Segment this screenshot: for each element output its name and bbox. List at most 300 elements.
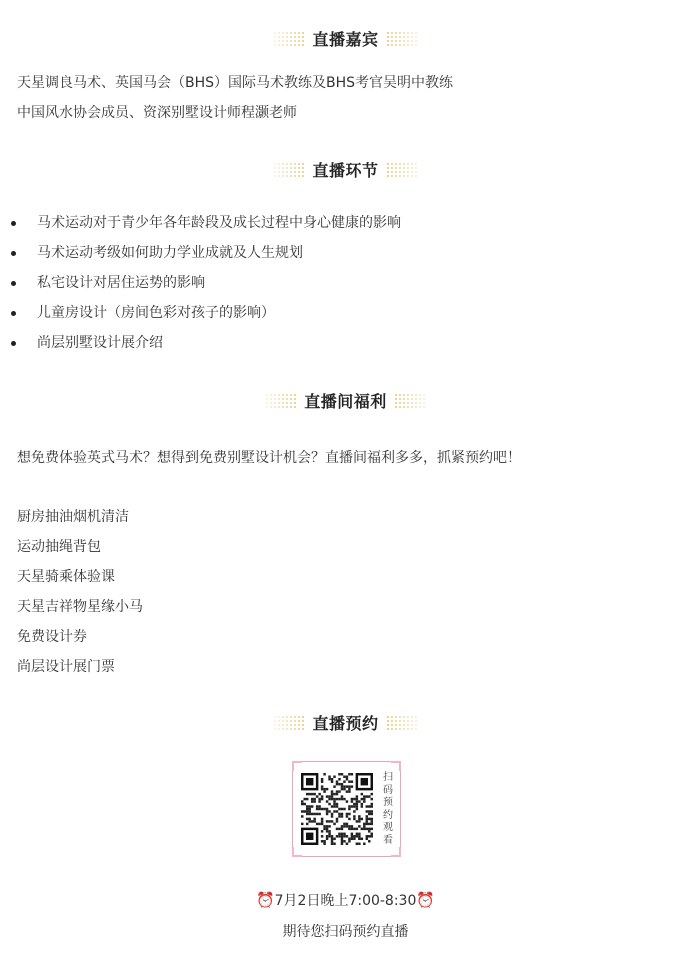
gold-dot (395, 175, 397, 177)
bullet-icon (11, 221, 16, 226)
gold-dot (290, 40, 292, 42)
gold-dot (391, 728, 393, 730)
gold-dot (278, 163, 280, 165)
gold-dot (415, 724, 417, 726)
gold-dot (302, 716, 304, 718)
gold-dot (282, 402, 284, 404)
benefit-item: 运动抽绳背包 (17, 539, 101, 555)
gold-dot (423, 398, 425, 400)
gold-dot (290, 402, 292, 404)
gold-dot (387, 36, 389, 38)
gold-dot (274, 406, 276, 408)
gold-dot (399, 44, 401, 46)
gold-dot (266, 402, 268, 404)
gold-dots-right-icon (395, 393, 425, 407)
gold-dot (399, 163, 401, 165)
gold-dot (298, 32, 300, 34)
guest-line-2: 中国风水协会成员、资深别墅设计师程灏老师 (17, 105, 297, 121)
gold-dot (419, 394, 421, 396)
gold-dot (294, 720, 296, 722)
gold-dot (290, 171, 292, 173)
gold-dot (286, 406, 288, 408)
section-title-agenda (0, 157, 691, 181)
gold-dot (282, 163, 284, 165)
gold-dot (286, 728, 288, 730)
gold-dots-left-icon (274, 31, 304, 45)
gold-dot (395, 394, 397, 396)
gold-dot (407, 406, 409, 408)
gold-dot (387, 724, 389, 726)
gold-dot (411, 167, 413, 169)
gold-dot (282, 36, 284, 38)
gold-dot (282, 406, 284, 408)
gold-dot (298, 724, 300, 726)
gold-dot (274, 36, 276, 38)
gold-dot (294, 175, 296, 177)
gold-dot (411, 402, 413, 404)
gold-dot (387, 720, 389, 722)
gold-dot (395, 724, 397, 726)
gold-dot (278, 402, 280, 404)
gold-dot (290, 398, 292, 400)
gold-dot (407, 32, 409, 34)
list-item: 马术运动考级如何助力学业成就及人生规划 (0, 241, 401, 271)
benefit-item: 免费设计券 (17, 629, 87, 645)
gold-dot (278, 716, 280, 718)
gold-dot (403, 720, 405, 722)
gold-dot (302, 167, 304, 169)
gold-dot (399, 167, 401, 169)
agenda-title: 直播环节 (312, 160, 379, 180)
gold-dot (407, 163, 409, 165)
gold-dot (403, 406, 405, 408)
gold-dot (407, 44, 409, 46)
gold-dot (286, 163, 288, 165)
gold-dot (391, 40, 393, 42)
gold-dot (286, 720, 288, 722)
gold-dot (282, 175, 284, 177)
benefit-item: 天星吉祥物星缘小马 (17, 599, 143, 615)
section-title-benefits (0, 388, 691, 412)
gold-dot (302, 720, 304, 722)
gold-dot (403, 175, 405, 177)
gold-dot (395, 398, 397, 400)
gold-dot (282, 716, 284, 718)
gold-dot (415, 406, 417, 408)
gold-dot (282, 724, 284, 726)
gold-dot (294, 44, 296, 46)
gold-dot (286, 36, 288, 38)
agenda-list (0, 211, 401, 361)
gold-dot (278, 398, 280, 400)
gold-dot (290, 163, 292, 165)
gold-dot (387, 40, 389, 42)
gold-dot (294, 716, 296, 718)
gold-dot (282, 167, 284, 169)
gold-dot (407, 716, 409, 718)
gold-dot (387, 175, 389, 177)
gold-dot (403, 32, 405, 34)
gold-dot (407, 36, 409, 38)
gold-dot (282, 32, 284, 34)
bullet-icon (11, 251, 16, 256)
gold-dot (298, 175, 300, 177)
gold-dot (403, 394, 405, 396)
gold-dot (415, 720, 417, 722)
gold-dot (415, 36, 417, 38)
gold-dot (407, 171, 409, 173)
section-title-reserve (0, 710, 691, 734)
gold-dot (415, 175, 417, 177)
list-item: 尚层别墅设计展介绍 (0, 331, 401, 361)
gold-dot (302, 40, 304, 42)
gold-dot (415, 728, 417, 730)
gold-dot (415, 402, 417, 404)
gold-dot (395, 36, 397, 38)
gold-dot (278, 724, 280, 726)
gold-dot (411, 394, 413, 396)
gold-dot (278, 406, 280, 408)
gold-dot (294, 171, 296, 173)
qr-code-icon (301, 770, 373, 848)
gold-dot (395, 402, 397, 404)
gold-dot (399, 728, 401, 730)
gold-dot (294, 406, 296, 408)
gold-dot (286, 724, 288, 726)
gold-dot (411, 398, 413, 400)
gold-dot (270, 394, 272, 396)
gold-dot (395, 406, 397, 408)
benefit-item: 天星骑乘体验课 (17, 569, 115, 585)
gold-dot (278, 44, 280, 46)
gold-dot (274, 32, 276, 34)
gold-dot (294, 36, 296, 38)
gold-dot (298, 728, 300, 730)
gold-dot (290, 167, 292, 169)
gold-dot (294, 724, 296, 726)
gold-dot (274, 716, 276, 718)
gold-dot (411, 32, 413, 34)
gold-dot (298, 167, 300, 169)
gold-dot (407, 40, 409, 42)
gold-dot (274, 724, 276, 726)
gold-dot (403, 728, 405, 730)
benefits-title: 直播间福利 (304, 391, 387, 411)
list-item: 儿童房设计（房间色彩对孩子的影响） (0, 301, 401, 331)
gold-dot (423, 402, 425, 404)
gold-dot (290, 406, 292, 408)
gold-dot (286, 167, 288, 169)
gold-dot (399, 720, 401, 722)
gold-dot (298, 36, 300, 38)
gold-dot (274, 394, 276, 396)
gold-dot (387, 171, 389, 173)
gold-dot (298, 720, 300, 722)
gold-dot (298, 716, 300, 718)
gold-dot (391, 175, 393, 177)
qr-code-card[interactable] (292, 761, 401, 857)
gold-dot (407, 394, 409, 396)
corner-mark (292, 847, 302, 857)
gold-dot (391, 724, 393, 726)
gold-dot (407, 402, 409, 404)
gold-dot (399, 32, 401, 34)
gold-dot (415, 44, 417, 46)
gold-dot (286, 398, 288, 400)
bullet-icon (11, 341, 16, 346)
gold-dot (282, 171, 284, 173)
section-title-guests (0, 26, 691, 50)
gold-dot (403, 163, 405, 165)
gold-dot (387, 32, 389, 34)
gold-dot (302, 171, 304, 173)
gold-dot (274, 40, 276, 42)
gold-dot (282, 728, 284, 730)
gold-dot (395, 44, 397, 46)
gold-dot (411, 36, 413, 38)
gold-dot (290, 724, 292, 726)
guests-title: 直播嘉宾 (312, 29, 379, 49)
gold-dot (266, 406, 268, 408)
live-time (0, 890, 691, 910)
gold-dot (403, 171, 405, 173)
gold-dot (294, 398, 296, 400)
gold-dot (415, 163, 417, 165)
gold-dot (403, 36, 405, 38)
benefits-intro: 想免费体验英式马术？想得到免费别墅设计机会？直播间福利多多，抓紧预约吧！ (17, 450, 521, 466)
gold-dot (423, 406, 425, 408)
time-text: 7月2日晚上7:00-8:30 (274, 893, 417, 909)
gold-dot (407, 398, 409, 400)
list-item: 私宅设计对居住运势的影响 (0, 271, 401, 301)
gold-dot (278, 728, 280, 730)
gold-dot (407, 728, 409, 730)
alarm-clock-icon: ⏰ (255, 891, 275, 909)
gold-dot (270, 398, 272, 400)
gold-dot (290, 175, 292, 177)
gold-dot (298, 171, 300, 173)
gold-dot (415, 171, 417, 173)
gold-dot (395, 32, 397, 34)
gold-dot (395, 716, 397, 718)
guest-line-1: 天星调良马术、英国马会（BHS）国际马术教练及BHS考官吴明中教练 (17, 75, 454, 91)
gold-dot (282, 44, 284, 46)
gold-dot (274, 163, 276, 165)
gold-dot (286, 44, 288, 46)
gold-dot (407, 720, 409, 722)
gold-dot (403, 44, 405, 46)
gold-dot (411, 406, 413, 408)
bullet-icon (11, 281, 16, 286)
gold-dots-left-icon (274, 715, 304, 729)
gold-dot (399, 402, 401, 404)
gold-dot (290, 728, 292, 730)
gold-dot (286, 716, 288, 718)
gold-dot (395, 728, 397, 730)
gold-dot (302, 36, 304, 38)
gold-dot (286, 175, 288, 177)
gold-dot (274, 720, 276, 722)
gold-dot (290, 716, 292, 718)
gold-dot (286, 394, 288, 396)
gold-dot (282, 394, 284, 396)
benefit-item: 尚层设计展门票 (17, 659, 115, 675)
gold-dot (415, 716, 417, 718)
gold-dot (399, 175, 401, 177)
gold-dots-right-icon (387, 162, 417, 176)
benefit-item: 厨房抽油烟机清洁 (17, 509, 129, 525)
gold-dot (419, 406, 421, 408)
gold-dot (399, 398, 401, 400)
gold-dots-right-icon (387, 31, 417, 45)
corner-mark (391, 847, 401, 857)
gold-dot (294, 163, 296, 165)
gold-dot (274, 398, 276, 400)
gold-dot (403, 716, 405, 718)
qr-caption: 扫 码 预 约 观 看 (383, 772, 393, 846)
gold-dot (395, 167, 397, 169)
gold-dot (399, 40, 401, 42)
gold-dot (274, 402, 276, 404)
gold-dot (270, 406, 272, 408)
gold-dot (294, 394, 296, 396)
gold-dot (286, 32, 288, 34)
gold-dot (286, 402, 288, 404)
gold-dot (419, 398, 421, 400)
bullet-icon (11, 311, 16, 316)
gold-dot (274, 44, 276, 46)
gold-dot (411, 163, 413, 165)
gold-dot (282, 398, 284, 400)
gold-dot (274, 167, 276, 169)
gold-dot (395, 40, 397, 42)
gold-dot (274, 728, 276, 730)
gold-dot (266, 398, 268, 400)
gold-dot (415, 32, 417, 34)
gold-dot (391, 167, 393, 169)
gold-dot (407, 724, 409, 726)
gold-dot (391, 32, 393, 34)
gold-dot (286, 40, 288, 42)
gold-dot (403, 724, 405, 726)
gold-dot (290, 32, 292, 34)
gold-dot (407, 175, 409, 177)
gold-dot (411, 716, 413, 718)
gold-dot (399, 394, 401, 396)
gold-dot (423, 394, 425, 396)
gold-dot (290, 720, 292, 722)
gold-dot (282, 40, 284, 42)
gold-dot (298, 44, 300, 46)
gold-dot (290, 394, 292, 396)
gold-dot (415, 167, 417, 169)
gold-dot (387, 716, 389, 718)
gold-dot (302, 728, 304, 730)
gold-dot (415, 398, 417, 400)
gold-dot (415, 394, 417, 396)
gold-dot (387, 163, 389, 165)
gold-dot (302, 175, 304, 177)
gold-dot (403, 398, 405, 400)
gold-dot (387, 167, 389, 169)
gold-dot (278, 40, 280, 42)
gold-dot (278, 394, 280, 396)
gold-dot (278, 32, 280, 34)
gold-dot (403, 402, 405, 404)
gold-dot (395, 163, 397, 165)
gold-dot (399, 171, 401, 173)
gold-dot (266, 394, 268, 396)
gold-dot (278, 720, 280, 722)
gold-dot (411, 44, 413, 46)
gold-dots-left-icon (274, 162, 304, 176)
gold-dot (302, 32, 304, 34)
gold-dot (391, 44, 393, 46)
gold-dot (411, 724, 413, 726)
gold-dot (411, 40, 413, 42)
gold-dot (290, 44, 292, 46)
gold-dot (278, 167, 280, 169)
gold-dot (274, 171, 276, 173)
gold-dot (415, 40, 417, 42)
gold-dot (294, 32, 296, 34)
gold-dots-right-icon (387, 715, 417, 729)
alarm-clock-icon: ⏰ (416, 891, 436, 909)
gold-dot (298, 40, 300, 42)
gold-dot (411, 175, 413, 177)
gold-dot (286, 171, 288, 173)
gold-dot (419, 402, 421, 404)
gold-dot (298, 163, 300, 165)
reserve-title: 直播预约 (312, 713, 379, 733)
gold-dot (278, 175, 280, 177)
gold-dot (302, 44, 304, 46)
gold-dot (294, 402, 296, 404)
gold-dot (274, 175, 276, 177)
gold-dots-left-icon (266, 393, 296, 407)
gold-dot (411, 728, 413, 730)
gold-dot (290, 36, 292, 38)
gold-dot (395, 720, 397, 722)
gold-dot (391, 36, 393, 38)
gold-dot (399, 406, 401, 408)
gold-dot (411, 720, 413, 722)
gold-dot (302, 163, 304, 165)
gold-dot (391, 163, 393, 165)
gold-dot (391, 716, 393, 718)
footer-text: 期待您扫码预约直播 (282, 924, 409, 940)
gold-dot (294, 728, 296, 730)
gold-dot (294, 40, 296, 42)
gold-dot (399, 724, 401, 726)
gold-dot (302, 724, 304, 726)
gold-dot (403, 40, 405, 42)
gold-dot (399, 36, 401, 38)
gold-dot (387, 44, 389, 46)
corner-mark (391, 761, 401, 771)
list-item: 马术运动对于青少年各年龄段及成长过程中身心健康的影响 (0, 211, 401, 241)
gold-dot (294, 167, 296, 169)
gold-dot (399, 716, 401, 718)
gold-dot (391, 720, 393, 722)
gold-dot (391, 171, 393, 173)
gold-dot (278, 36, 280, 38)
gold-dot (411, 171, 413, 173)
gold-dot (387, 728, 389, 730)
gold-dot (407, 167, 409, 169)
gold-dot (270, 402, 272, 404)
gold-dot (278, 171, 280, 173)
